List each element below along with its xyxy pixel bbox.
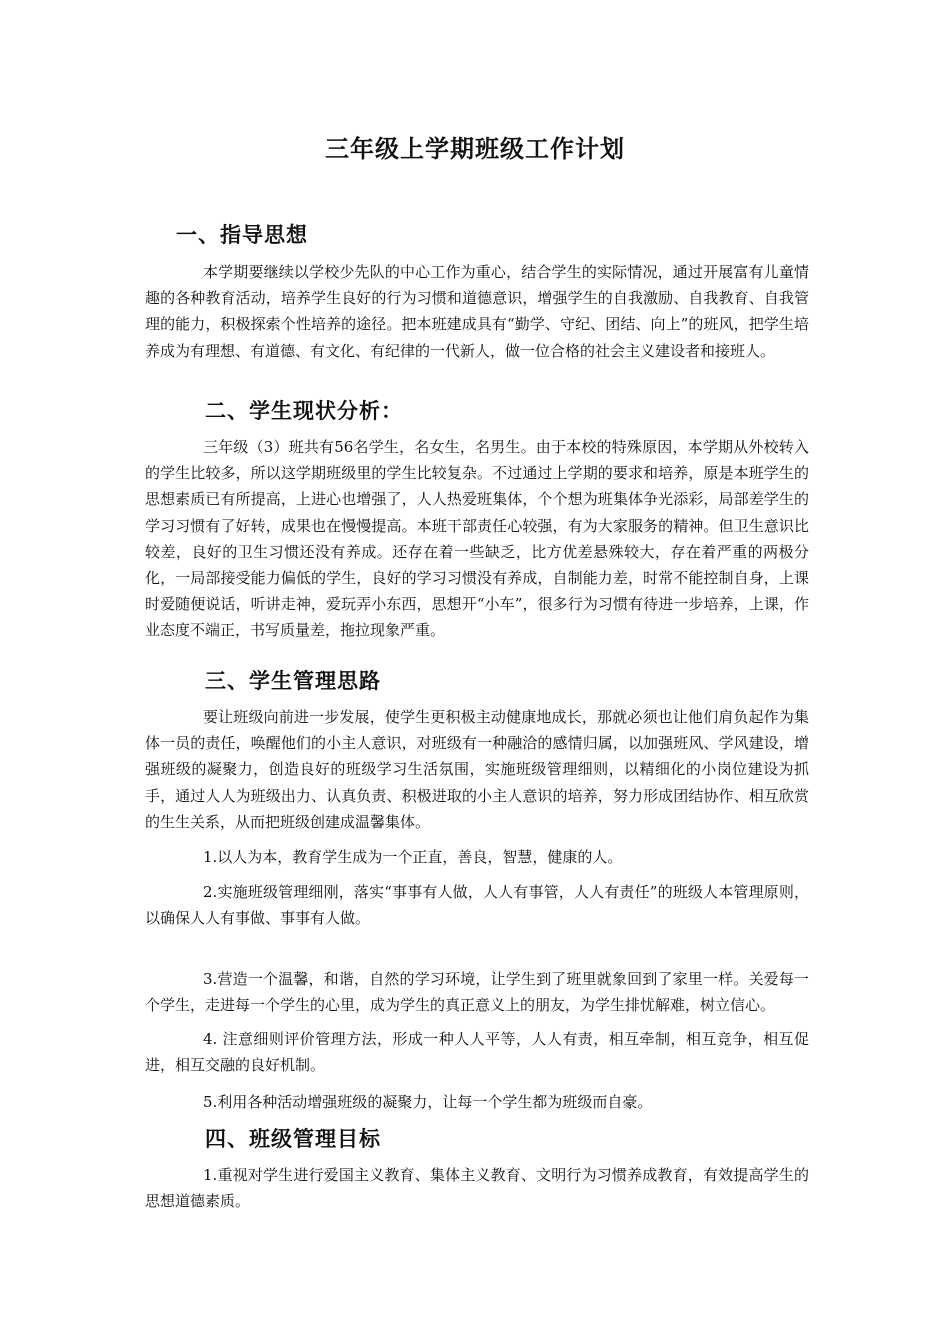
list-item: 2.实施班级管理细刚，落实“事事有人做，人人有事管，人人有责任”的班级人本管理原则，以确保人人有事做、事事有人做。 xyxy=(145,883,809,928)
list-item: 4. 注意细则评价管理方法，形成一种人人平等，人人有责，相互牵制，相互竞争，相互促进，相互交融的良好机制。 xyxy=(145,1030,809,1075)
list-item: 1.重视对学生进行爱国主义教育、集体主义教育、文明行为习惯养成教育，有效提高学生的思想道德素质。 xyxy=(145,1166,809,1211)
section-heading-management-goals: 四、班级管理目标 xyxy=(205,1127,381,1151)
guiding-ideology-paragraph: 本学期要继续以学校少先队的中心工作为重心，结合学生的实际情况，通过开展富有儿童情趣的各种教育活动，培养学生良好的行为习惯和道德意识，增强学生的自我激励、自我教育、自我管理的能力，积极探索个性培养的途径。把本班建成具有“勤学、守纪、团结、向上”的班风，把学生培养成为有理想、有道德、有文化、有纪律的一代新人，做一位合格的社会主义建设者和接班人。 xyxy=(145,263,809,360)
list-item: 1.以人为本，教育学生成为一个正直，善良，智慧，健康的人。 xyxy=(203,848,623,866)
list-item: 5.利用各种活动增强班级的凝聚力，让每一个学生都为班级而自豪。 xyxy=(203,1093,653,1111)
section-heading-management-approach: 三、学生管理思路 xyxy=(205,669,381,693)
list-item: 3.营造一个温馨，和谐，自然的学习环境，让学生到了班里就象回到了家里一样。关爱每一个学生，走进每一个学生的心里，成为学生的真正意义上的朋友，为学生排忧解难，树立信心。 xyxy=(145,970,809,1015)
section-heading-student-analysis: 二、学生现状分析： xyxy=(205,399,403,423)
student-analysis-paragraph: 三年级（3）班共有56名学生，名女生，名男生。由于本校的特殊原因，本学期从外校转入的学生比较多，所以这学期班级里的学生比较复杂。不过通过上学期的要求和培养，原是本班学生的思想素质已有所提高，上进心也增强了，人人热爱班集体，个个想为班集体争光添彩，局部差学生的学习习惯有了好转，成果也在慢慢提高。本班干部责任心较强，有为大家服务的精神。但卫生意识比较差，良好的卫生习惯还没有养成。还存在着一些缺乏，比方优差悬殊较大，存在着严重的两极分化，一局部接受能力偏低的学生，良好的学习习惯没有养成，自制能力差，时常不能控制自身，上课时爱随便说话，听讲走神，爱玩弄小东西，思想开“小车”，很多行为习惯有待进一步培养，上课，作业态度不端正，书写质量差，拖拉现象严重。 xyxy=(145,438,809,640)
section-heading-guiding-ideology: 一、指导思想 xyxy=(176,223,308,247)
management-approach-paragraph: 要让班级向前进一步发展，使学生更积极主动健康地成长，那就必须也让他们肩负起作为集体一员的责任，唤醒他们的小主人意识，对班级有一种融洽的感情归属，以加强班风、学风建设，增强班级的凝聚力，创造良好的班级学习生活氛围，实施班级管理细则，以精细化的小岗位建设为抓手，通过人人为班级出力、认真负责、积极进取的小主人意识的培养，努力形成团结协作、相互欣赏的生生关系，从而把班级创建成温馨集体。 xyxy=(145,708,809,831)
document-title: 三年级上学期班级工作计划 xyxy=(325,135,625,163)
